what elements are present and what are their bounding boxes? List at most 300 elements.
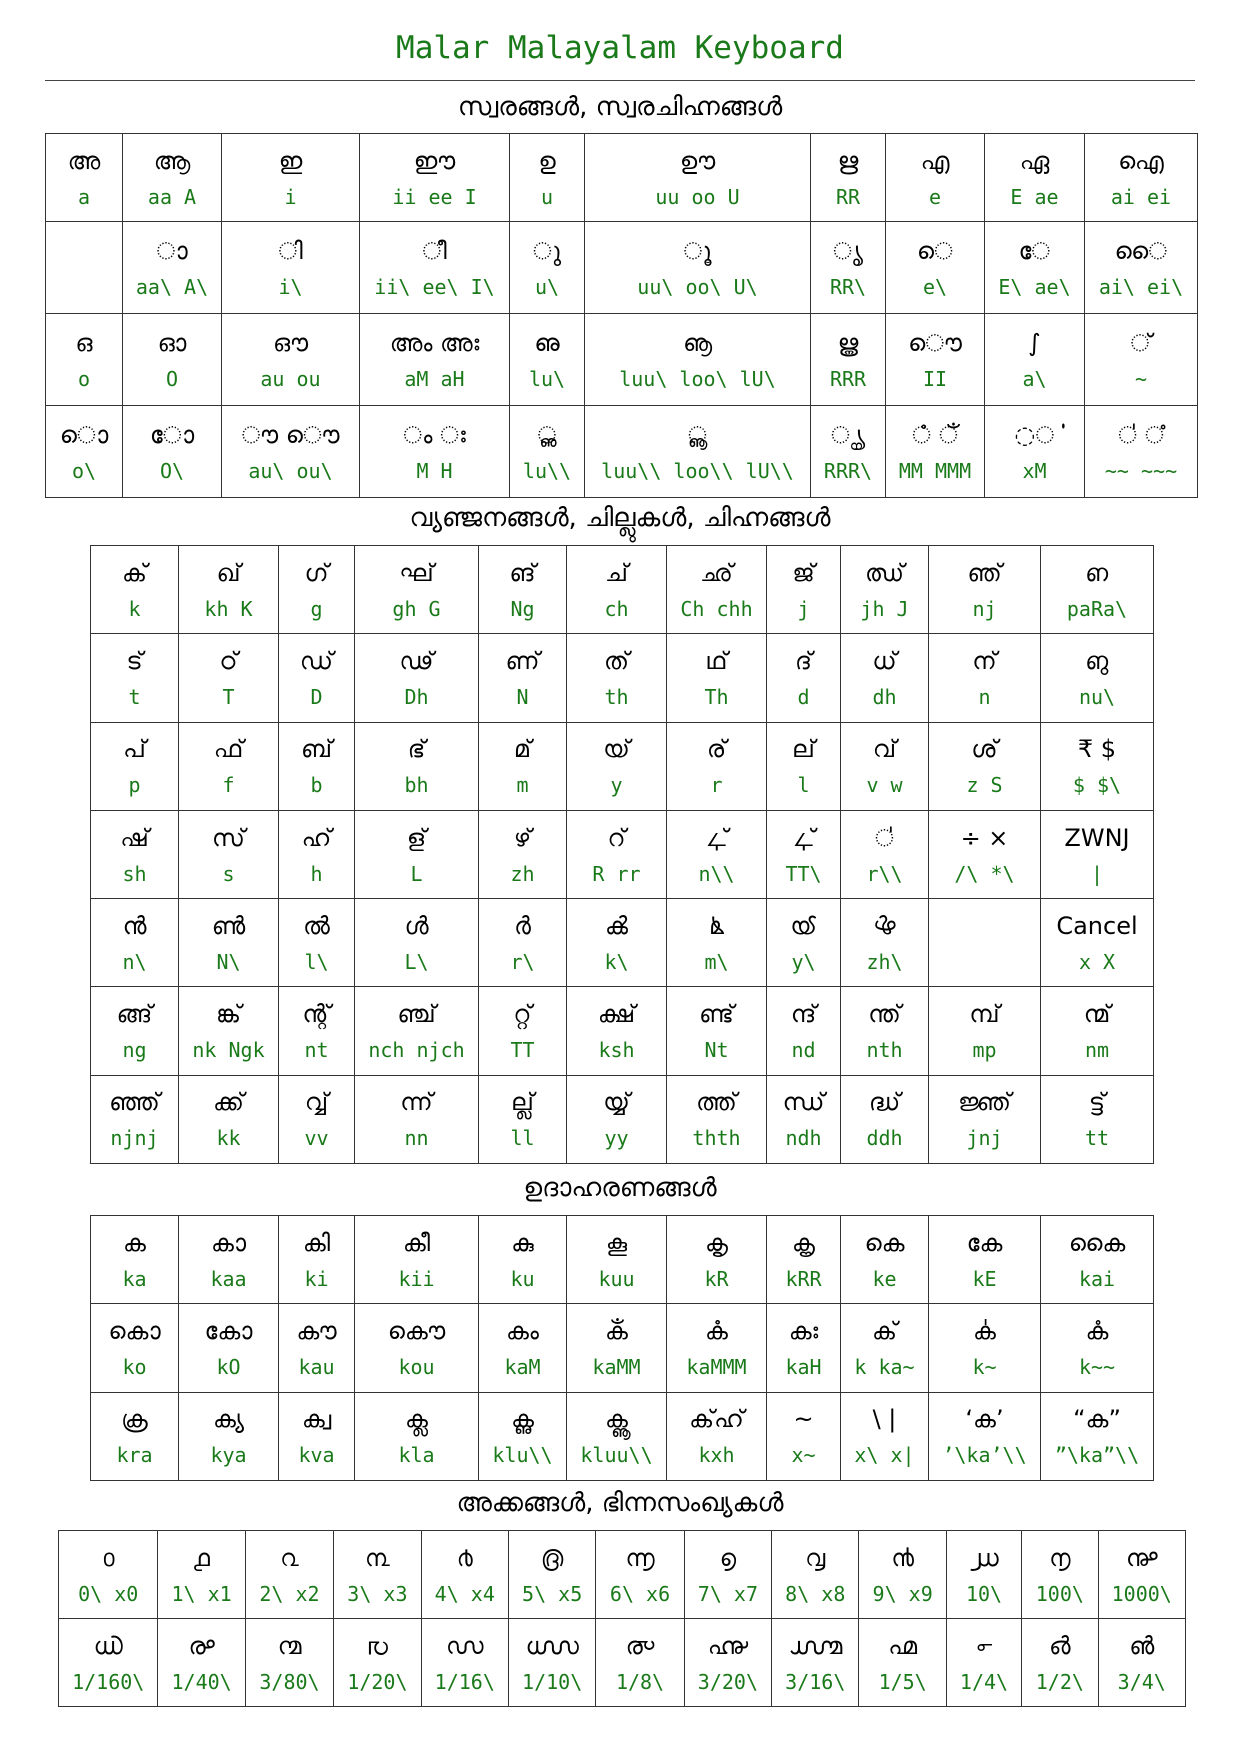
numerals-table (58, 1530, 1186, 1707)
key-romanization: tt (1084, 1126, 1110, 1151)
key-cell (479, 810, 567, 898)
key-romanization: Ng (510, 596, 535, 621)
key-glyph: ആ (153, 146, 191, 175)
key-cell (567, 546, 667, 634)
key-romanization: 100\ (1035, 1581, 1084, 1606)
key-cell (585, 406, 811, 498)
key-cell (667, 1304, 767, 1392)
key-glyph: ട്ട് (1088, 1088, 1106, 1117)
key-glyph: ൛ (366, 1631, 388, 1660)
key-romanization: au ou (260, 366, 321, 391)
key-romanization: kai (1078, 1266, 1116, 1291)
key-romanization: g (310, 596, 323, 621)
key-cell (667, 1392, 767, 1480)
key-glyph: കെ (864, 1228, 905, 1257)
key-romanization: kxh (698, 1443, 735, 1468)
key-romanization: ii ee I (392, 184, 477, 209)
key-cell (859, 1531, 946, 1619)
key-glyph: എ (920, 146, 950, 175)
key-cell (985, 134, 1085, 222)
key-romanization: ii\ ee\ I\ (374, 274, 495, 299)
key-cell (946, 1531, 1021, 1619)
key-glyph: ജ്ഞ് (958, 1088, 1011, 1117)
key-cell (859, 1619, 946, 1707)
key-cell (179, 899, 279, 987)
key-cell (479, 1392, 567, 1480)
key-cell (510, 222, 585, 314)
key-glyph: ൜ (446, 1631, 484, 1660)
key-cell (510, 406, 585, 498)
key-glyph: ജ് (792, 558, 815, 587)
key-romanization: d (797, 684, 810, 709)
key-romanization: ndh (785, 1126, 822, 1151)
key-cell (767, 546, 841, 634)
key-cell (567, 899, 667, 987)
key-romanization: ng (122, 1038, 147, 1063)
key-romanization: 3/80\ (259, 1669, 320, 1694)
key-glyph: ൱ (1049, 1543, 1071, 1572)
key-cell (279, 1075, 355, 1163)
key-glyph: ഗ് (304, 558, 329, 587)
key-romanization: s (222, 861, 235, 886)
key-cell (479, 987, 567, 1075)
key-cell (355, 899, 479, 987)
key-cell (567, 722, 667, 810)
key-romanization: th (604, 684, 629, 709)
key-romanization: r\ (510, 949, 535, 974)
key-romanization: u\ (534, 274, 560, 299)
key-romanization: kaa (210, 1266, 247, 1291)
key-cell (91, 810, 179, 898)
key-glyph: ഖ് (216, 558, 241, 587)
key-cell (179, 1392, 279, 1480)
key-glyph: ഞ് (967, 558, 1002, 587)
key-cell (596, 1531, 684, 1619)
key-glyph: ൿ (605, 911, 628, 940)
key-glyph: ഊ (679, 146, 716, 175)
key-romanization: nj (972, 596, 997, 621)
key-romanization: O (165, 366, 179, 391)
key-romanization: 1/160\ (72, 1669, 145, 1694)
section-heading-vowels: സ്വരങ്ങൾ, സ്വരചിഹ്നങ്ങൾ (457, 92, 783, 122)
key-glyph: ൮ (805, 1543, 826, 1572)
key-glyph: ക്ല (405, 1405, 428, 1434)
key-cell (123, 134, 222, 222)
key-glyph: ൨ (280, 1543, 299, 1572)
key-romanization: Nt (704, 1038, 729, 1063)
key-glyph: ൩ (365, 1543, 390, 1572)
key-romanization: vv (304, 1126, 329, 1151)
table-row (46, 314, 1198, 406)
key-glyph: ÷ × (960, 823, 1009, 852)
key-glyph: കി (302, 1228, 331, 1257)
key-cell (46, 406, 123, 498)
key-glyph: ഢ് (399, 646, 434, 675)
key-cell (841, 1304, 929, 1392)
key-glyph: ൬ (625, 1543, 655, 1572)
key-cell (567, 1216, 667, 1304)
key-glyph: ഈ (413, 146, 456, 175)
key-glyph: പ് (123, 735, 146, 764)
key-glyph: ~ (793, 1405, 814, 1434)
key-romanization: ksh (598, 1038, 635, 1063)
key-cell (179, 546, 279, 634)
key-glyph: ക്വ (301, 1405, 332, 1434)
key-cell (567, 634, 667, 722)
key-romanization: i\ (278, 274, 303, 299)
key-glyph: ◌ു (532, 236, 562, 265)
key-cell (245, 1531, 333, 1619)
key-romanization: aa A (147, 184, 197, 209)
key-glyph: ഞ്ച് (397, 1000, 436, 1029)
key-cell (667, 1075, 767, 1163)
key-glyph: ഒ (75, 328, 93, 357)
key-romanization: y (610, 773, 623, 798)
key-romanization: xM (1022, 458, 1047, 483)
key-cell (279, 1392, 355, 1480)
key-cell (508, 1531, 595, 1619)
key-cell (158, 1531, 245, 1619)
key-romanization: 1/2\ (1035, 1669, 1084, 1694)
key-glyph: ഹ് (301, 823, 332, 852)
key-cell (279, 634, 355, 722)
key-cell (929, 634, 1041, 722)
key-glyph: ◌ൎ (1014, 420, 1055, 449)
key-cell (179, 1304, 279, 1392)
key-romanization: b (310, 773, 323, 798)
key-glyph: ഠ് (219, 646, 238, 675)
key-cell (179, 722, 279, 810)
key-glyph: ര് (706, 735, 727, 764)
key-cell (279, 1216, 355, 1304)
key-glyph: ക് (121, 558, 148, 587)
key-glyph: ൘ (93, 1631, 123, 1660)
key-glyph: ക്ക് (213, 1088, 244, 1117)
section-heading-numerals: അക്കങ്ങൾ, ഭിന്നസംഖ്യകൾ (456, 1488, 784, 1518)
key-glyph: ന്മ് (1083, 1000, 1111, 1029)
key-romanization: kE (972, 1266, 997, 1291)
key-romanization: 1/16\ (434, 1669, 495, 1694)
key-glyph: ങ് (509, 558, 536, 587)
key-romanization: II (922, 366, 948, 391)
key-cell (222, 314, 360, 406)
key-romanization: o (77, 366, 91, 391)
key-cell (360, 222, 510, 314)
table-row (91, 722, 1154, 810)
key-glyph: ക് (871, 1316, 898, 1345)
key-cell (811, 222, 886, 314)
key-glyph: ഴ് (513, 823, 532, 852)
key-glyph: ൕ (790, 911, 817, 940)
key-cell (811, 314, 886, 406)
key-glyph: ൲ (1125, 1543, 1158, 1572)
key-romanization: 6\ x6 (609, 1581, 671, 1606)
key-cell (667, 987, 767, 1075)
key-cell (279, 1304, 355, 1392)
key-glyph: ൝ (525, 1631, 579, 1660)
key-cell (667, 1216, 767, 1304)
key-glyph: ൭ (719, 1543, 737, 1572)
key-romanization: ch (604, 596, 629, 621)
key-cell (46, 134, 123, 222)
key-romanization: ~~ ~~~ (1104, 458, 1178, 483)
key-romanization: n\\ (698, 861, 735, 886)
key-cell (279, 546, 355, 634)
key-glyph: ഩു (1085, 646, 1109, 675)
key-glyph: ഛ് (700, 558, 733, 587)
key-glyph: ൔ (708, 911, 725, 940)
key-cell (985, 314, 1085, 406)
key-cell (355, 722, 479, 810)
key-romanization: kou (398, 1354, 435, 1379)
key-glyph: കൊ (108, 1316, 161, 1345)
key-cell (355, 987, 479, 1075)
key-cell (767, 1075, 841, 1163)
key-romanization: l (797, 773, 810, 798)
key-romanization: 1/10\ (522, 1669, 583, 1694)
key-romanization: O\ (159, 458, 185, 483)
key-cell (421, 1531, 508, 1619)
key-cell (179, 1075, 279, 1163)
table-row (91, 1216, 1154, 1304)
key-romanization: 7\ x7 (697, 1581, 759, 1606)
key-romanization: | (1090, 861, 1104, 886)
key-glyph: ◌ഀ ◌ഁ (911, 420, 959, 449)
key-romanization: 0\ x0 (78, 1581, 139, 1606)
key-romanization: 1/4\ (959, 1669, 1009, 1694)
key-romanization: N\ (216, 949, 241, 974)
key-romanization: uu\ oo\ U\ (637, 274, 758, 299)
section-heading-examples: ഉദാഹരണങ്ങൾ (523, 1173, 717, 1203)
key-romanization: r (710, 773, 723, 798)
key-romanization: h (310, 861, 323, 886)
key-romanization: 4\ x4 (434, 1581, 495, 1606)
key-glyph: ഩ (1085, 558, 1109, 587)
key-cell (886, 314, 985, 406)
key-cell (222, 134, 360, 222)
key-cell (91, 1304, 179, 1392)
table-row (91, 546, 1154, 634)
key-romanization: ku (510, 1266, 535, 1291)
key-glyph: റ് (607, 823, 626, 852)
key-glyph: ഉ (538, 146, 556, 175)
key-glyph: ‘ക’ (965, 1405, 1004, 1434)
key-romanization: Ch chh (680, 596, 753, 621)
key-romanization: zh\ (866, 949, 903, 974)
key-romanization: j (797, 596, 810, 621)
key-romanization: MM MMM (898, 458, 972, 483)
key-romanization: kR (704, 1266, 729, 1291)
key-glyph: “ക” (1073, 1405, 1121, 1434)
key-glyph: ൪ (456, 1543, 473, 1572)
key-glyph: ന്ദ് (790, 1000, 817, 1029)
key-cell (355, 1216, 479, 1304)
key-cell (510, 314, 585, 406)
table-row (91, 634, 1154, 722)
key-cell (985, 406, 1085, 498)
key-cell (123, 406, 222, 498)
key-romanization: kya (210, 1443, 247, 1468)
key-cell (886, 134, 985, 222)
key-cell (421, 1619, 508, 1707)
key-romanization: R rr (592, 861, 641, 886)
key-glyph: ല് (792, 735, 815, 764)
key-romanization: thth (692, 1126, 741, 1151)
key-cell (1041, 1392, 1154, 1480)
key-glyph: ◌ൂ (683, 236, 712, 265)
key-romanization: nt (304, 1038, 329, 1063)
key-romanization: ddh (866, 1126, 903, 1151)
key-cell (767, 987, 841, 1075)
table-row (91, 810, 1154, 898)
key-cell (355, 1075, 479, 1163)
key-glyph: ◌ൊ (59, 420, 109, 449)
key-romanization: E ae (1010, 184, 1059, 209)
key-cell (479, 634, 567, 722)
key-romanization: ”\ka”\\ (1054, 1443, 1140, 1468)
key-romanization: bh (404, 773, 429, 798)
key-glyph: ◌ൈ (1114, 236, 1168, 265)
key-romanization: kaM (504, 1354, 541, 1379)
key-glyph: ന്ത് (868, 1000, 901, 1029)
key-romanization: kO (216, 1354, 241, 1379)
key-romanization: x~ (791, 1443, 816, 1468)
consonants-table (90, 545, 1154, 1164)
key-romanization: kaMMM (686, 1354, 747, 1379)
key-glyph: ഫ് (213, 735, 244, 764)
key-romanization: ll (510, 1126, 535, 1151)
key-romanization: 1/20\ (347, 1669, 408, 1694)
key-glyph: കം (506, 1316, 539, 1345)
key-glyph: ◌ൣ (687, 420, 708, 449)
key-cell (767, 634, 841, 722)
key-romanization: D (310, 684, 323, 709)
key-glyph: കേ (966, 1228, 1003, 1257)
key-romanization: TT (510, 1038, 535, 1063)
key-cell (355, 634, 479, 722)
key-cell (123, 314, 222, 406)
key-cell (360, 406, 510, 498)
key-romanization: $ $\ (1072, 773, 1122, 798)
key-glyph: ◌഻ (874, 823, 895, 852)
key-glyph: ൧ (193, 1543, 210, 1572)
key-cell (929, 810, 1041, 898)
key-cell (886, 222, 985, 314)
key-romanization: v w (866, 773, 903, 798)
key-romanization: kii (398, 1266, 435, 1291)
key-romanization: nth (866, 1038, 903, 1063)
key-cell (767, 722, 841, 810)
key-romanization: kRR (785, 1266, 822, 1291)
key-glyph: ൴ (1049, 1631, 1071, 1660)
key-cell (886, 406, 985, 498)
key-romanization: 1/40\ (171, 1669, 232, 1694)
key-cell (479, 899, 567, 987)
key-glyph: ൻ (122, 911, 147, 940)
key-romanization: Th (704, 684, 729, 709)
key-glyph: ◌ൗ ◌ൌ (241, 420, 340, 449)
key-glyph: ല്ല് (511, 1088, 534, 1117)
key-cell (222, 222, 360, 314)
key-glyph: ത്ത് (696, 1088, 737, 1117)
key-romanization: r\\ (866, 861, 903, 886)
key-romanization: nch njch (368, 1038, 465, 1063)
key-romanization: k (128, 596, 141, 621)
key-glyph: യ് (603, 735, 630, 764)
key-glyph: ന്ധ് (782, 1088, 825, 1117)
key-cell (91, 1392, 179, 1480)
key-glyph: ൽ (303, 911, 330, 940)
key-glyph: ◌് (1130, 328, 1152, 357)
key-glyph: കാ (210, 1228, 247, 1257)
key-cell (585, 134, 811, 222)
key-romanization: k\ (604, 949, 629, 974)
key-cell (245, 1619, 333, 1707)
key-glyph: ൸ (788, 1631, 843, 1660)
key-romanization: 1\ x1 (171, 1581, 232, 1606)
key-cell (279, 987, 355, 1075)
key-romanization: RR\ (829, 274, 867, 299)
key-romanization: 1/8\ (615, 1669, 665, 1694)
key-cell (1022, 1619, 1098, 1707)
key-glyph: ർ (514, 911, 531, 940)
key-cell (929, 1392, 1041, 1480)
key-glyph: ◌ൌ (908, 328, 962, 357)
key-romanization: luu\ loo\ lU\ (619, 366, 776, 391)
key-cell (91, 1216, 179, 1304)
key-cell (841, 722, 929, 810)
key-glyph: ഭ് (407, 735, 426, 764)
key-cell (841, 1216, 929, 1304)
key-cell (929, 546, 1041, 634)
key-cell (1098, 1531, 1186, 1619)
key-glyph: ൙ (188, 1631, 215, 1660)
key-romanization: aM aH (404, 366, 465, 391)
key-romanization: k~ (972, 1354, 997, 1379)
key-cell (510, 134, 585, 222)
key-glyph: കു (511, 1228, 534, 1257)
key-romanization: 1/5\ (878, 1669, 927, 1694)
key-romanization: a\ (1022, 366, 1047, 391)
key-glyph: റ്റ് (513, 1000, 532, 1029)
table-row (91, 1392, 1154, 1480)
key-cell (360, 134, 510, 222)
key-cell (767, 899, 841, 987)
key-glyph: അം അഃ (389, 328, 480, 357)
key-cell (841, 634, 929, 722)
key-romanization: o\ (71, 458, 97, 483)
table-row (46, 222, 1198, 314)
table-row (91, 899, 1154, 987)
key-romanization: kra (116, 1443, 153, 1468)
page-title: Malar Malayalam Keyboard (396, 30, 844, 66)
key-romanization: 3/4\ (1117, 1669, 1166, 1694)
key-romanization: nm (1084, 1038, 1110, 1063)
key-glyph: കൂ (605, 1228, 628, 1257)
key-glyph: ൖ (873, 911, 896, 940)
key-romanization: kluu\\ (580, 1443, 653, 1468)
key-romanization: ke (872, 1266, 897, 1291)
key-cell (684, 1531, 771, 1619)
key-glyph: സ് (212, 823, 245, 852)
key-cell (1022, 1531, 1098, 1619)
key-glyph: മ് (513, 735, 532, 764)
key-romanization: 1000\ (1111, 1581, 1172, 1606)
table-row (46, 134, 1198, 222)
key-romanization: n\ (122, 949, 147, 974)
table-row (59, 1619, 1186, 1707)
key-romanization: ~ (1134, 366, 1148, 391)
